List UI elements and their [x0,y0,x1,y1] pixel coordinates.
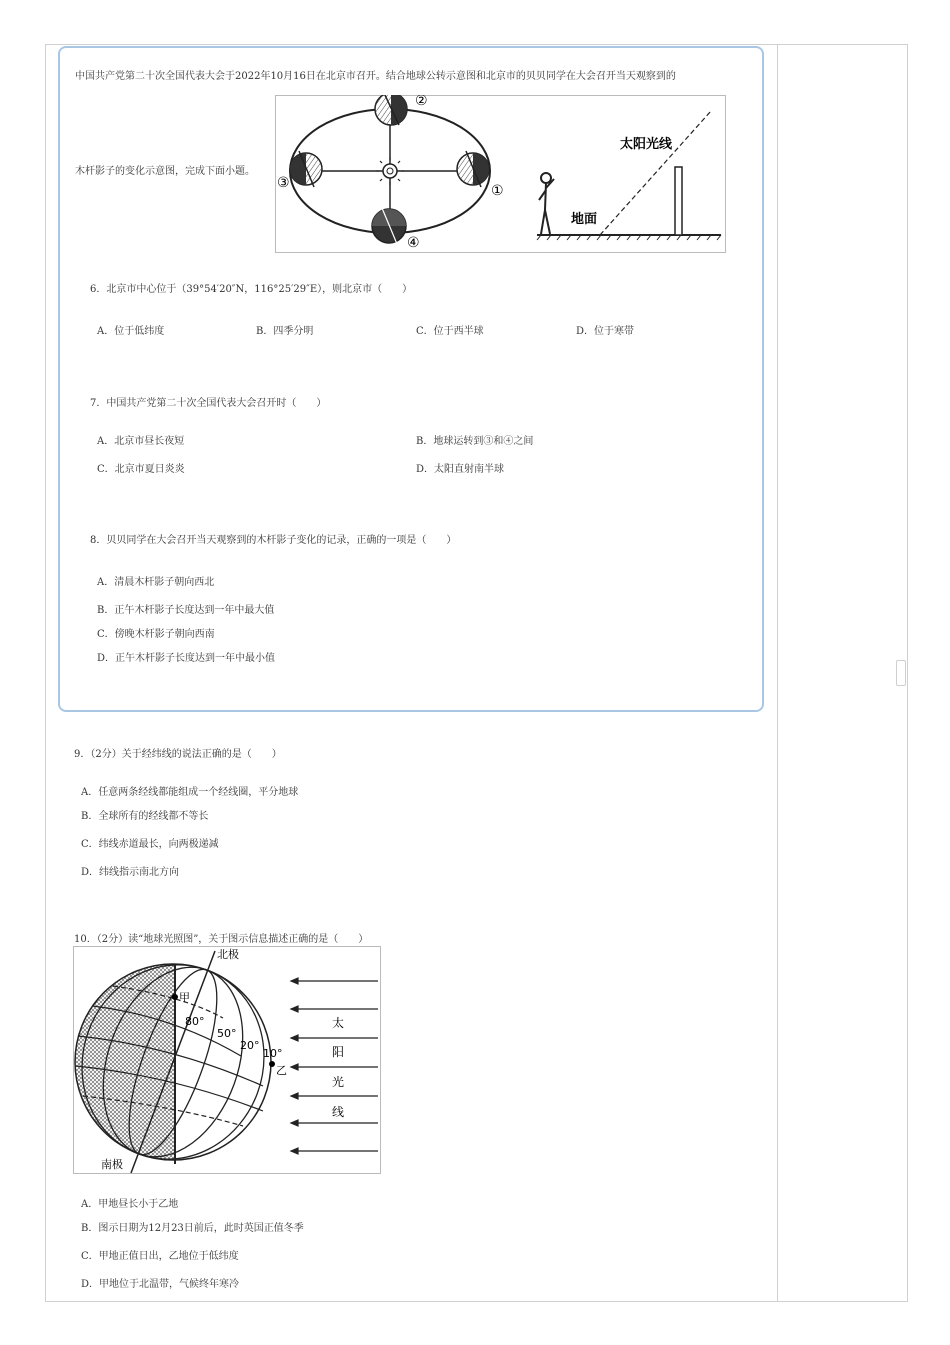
lat-label-20: 20° [240,1039,260,1052]
earth-position-2-icon [375,95,407,125]
q10-stem: 10．（2分）读“地球光照图”，关于图示信息描述正确的是（ ） [74,934,369,945]
point-yi-marker [269,1061,275,1067]
point-yi-label: 乙 [276,1064,287,1077]
q9-option-c[interactable]: C．纬线赤道最长，向两极递减 [81,839,219,850]
earth-revolution-figure [275,95,726,253]
q7-option-c[interactable]: C．北京市夏日炎炎 [97,464,185,475]
sun-char-3: 光 [332,1075,345,1089]
q8-option-b[interactable]: B．正午木杆影子长度达到一年中最大值 [97,605,275,616]
q6-stem: 6．北京市中心位于（39°54′20″N，116°25′29″E），则北京市（ ） [90,284,413,295]
q10-option-b[interactable]: B．图示日期为12月23日前后，此时英国正值冬季 [81,1223,304,1234]
intro-text-line1: 中国共产党第二十次全国代表大会于2022年10月16日在北京市召开。结合地球公转示意图和北京市的贝贝同学在大会召开当天观察到的 [75,71,676,82]
position-label-1: ① [491,183,504,199]
sun-char-1: 太 [332,1016,345,1030]
q6-option-d[interactable]: D．位于寒带 [576,326,635,337]
q7-option-a[interactable]: A．北京市昼长夜短 [97,436,185,447]
q7-stem: 7．中国共产党第二十次全国代表大会召开时（ ） [90,398,327,409]
point-jia-label: 甲 [179,991,190,1004]
q7-option-d[interactable]: D．太阳直射南半球 [416,464,505,475]
q8-stem: 8．贝贝同学在大会召开当天观察到的木杆影子变化的记录，正确的一项是（ ） [90,535,457,546]
earth-position-4-icon [372,208,406,244]
figure-border [276,96,726,253]
page-divider [777,44,778,1301]
q8-option-c[interactable]: C．傍晚木杆影子朝向西南 [97,629,215,640]
q9-stem: 9．（2分）关于经纬线的说法正确的是（ ） [74,749,282,760]
point-jia-marker [172,994,178,1000]
ground-label: 地面 [571,212,598,227]
earth-illumination-figure [73,946,381,1174]
sun-char-4: 线 [332,1105,345,1119]
north-pole-label: 北极 [217,948,239,961]
scrollbar-handle[interactable] [896,660,906,686]
sun-ray-label: 太阳光线 [620,137,673,152]
q10-option-a[interactable]: A．甲地昼长小于乙地 [81,1199,179,1210]
q10-option-c[interactable]: C．甲地正值日出，乙地位于低纬度 [81,1251,239,1262]
sun-char-2: 阳 [332,1045,345,1059]
q7-option-b[interactable]: B．地球运转到③和④之间 [416,436,534,447]
lat-label-10: 10° [263,1047,283,1060]
q10-option-d[interactable]: D．甲地位于北温带，气候终年寒冷 [81,1279,240,1290]
wooden-pole [675,167,682,235]
q6-option-a[interactable]: A．位于低纬度 [97,326,165,337]
q8-option-d[interactable]: D．正午木杆影子长度达到一年中最小值 [97,653,276,664]
lat-label-80: 80° [185,1015,205,1028]
lat-label-50: 50° [217,1027,237,1040]
q8-option-a[interactable]: A．清晨木杆影子朝向西北 [97,577,215,588]
position-label-3: ③ [277,175,290,191]
q9-option-b[interactable]: B．全球所有的经线都不等长 [81,811,209,822]
q6-option-c[interactable]: C．位于西半球 [416,326,484,337]
position-label-2: ② [415,95,428,109]
south-pole-label: 南极 [101,1158,123,1171]
position-label-4: ④ [407,235,420,251]
q9-option-d[interactable]: D．纬线指示南北方向 [81,867,180,878]
q6-option-b[interactable]: B．四季分明 [256,326,314,337]
q9-option-a[interactable]: A．任意两条经线都能组成一个经线圈，平分地球 [81,787,299,798]
intro-text-line2: 木杆影子的变化示意图，完成下面小题。 [75,166,255,177]
